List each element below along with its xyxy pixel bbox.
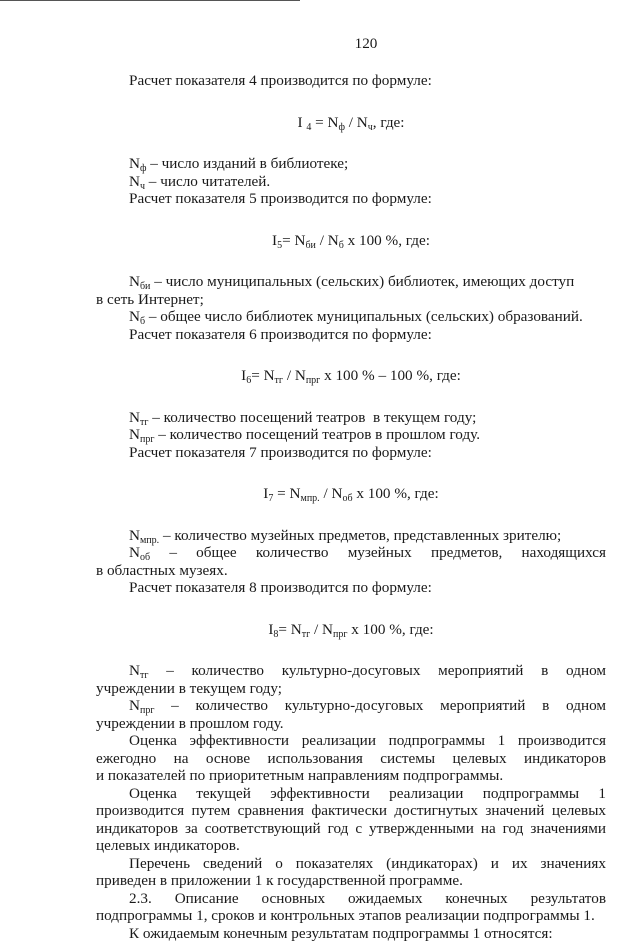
text-line: в сеть Интернет; [96, 290, 204, 308]
text-line: $N_{мпр.}$ – количество музейных предметов, представленных зрителю; [129, 526, 562, 546]
formula-line: $I_5= N_{би} / N_б$ х 100 %, где: [272, 231, 430, 251]
text-line: $N_ч$ – число читателей. [129, 172, 271, 192]
text-line: учреждении в прошлом году. [96, 714, 284, 732]
text-line: К ожидаемым конечным результатам подпрограммы 1 относятся: [129, 924, 553, 942]
formula-line: $I_6= N_{тг} / N_{прг}$ х 100 % – 100 %, где: [241, 367, 461, 387]
text-line: Расчет показателя 4 производится по формуле: [129, 72, 432, 90]
text-line: $N_ф$ – число изданий в библиотеке; [129, 155, 349, 175]
text-line: Расчет показателя 6 производится по формуле: [129, 325, 432, 343]
text-line: Расчет показателя 5 производится по формуле: [129, 190, 432, 208]
text-line: $N_{тг}$ – количество культурно-досуговых мероприятий в одном [129, 662, 606, 682]
text-line: подпрограммы 1, сроков и контрольных этапов реализации подпрограммы 1. [96, 907, 595, 925]
spacer [96, 598, 606, 622]
text-line: Расчет показателя 7 производится по формуле: [129, 443, 432, 461]
text-line: Перечень сведений о показателях (индикаторах) и их значениях [129, 854, 606, 872]
text-line: Расчет показателя 8 производится по формуле: [129, 579, 432, 597]
text-line: и показателей по приоритетным направлениям подпрограммы. [96, 767, 504, 785]
spacer [96, 250, 606, 274]
text-line: приведен в приложении 1 к государственной программе. [96, 872, 463, 890]
document-body [96, 73, 606, 943]
spacer [96, 91, 606, 115]
spacer [96, 639, 606, 663]
formula-line: I $_4 = N_ф / N_ч$, где: [297, 113, 405, 133]
spacer [96, 344, 606, 368]
text-line: целевых индикаторов. [96, 837, 240, 855]
text-line: 2.3. Описание основных ожидаемых конечных результатов [129, 889, 606, 907]
page-number: 120 [354, 35, 378, 52]
text-line: Оценка текущей эффективности реализации подпрограммы 1 [129, 784, 606, 802]
text-line: ежегодно на основе использования системы целевых индикаторов [96, 749, 606, 767]
text-line: Оценка эффективности реализации подпрограммы 1 производится [129, 732, 606, 750]
top-border-line [0, 0, 300, 1]
spacer [96, 462, 606, 486]
text-line: $N_{прг}$ – количество культурно-досуговых мероприятий в одном [129, 697, 606, 717]
text-line: учреждении в текущем году; [96, 679, 283, 697]
document-page [96, 36, 606, 943]
text-line: $N_{прг}$ – количество посещений театров в прошлом году. [129, 426, 481, 446]
spacer [96, 209, 606, 233]
spacer [96, 386, 606, 410]
formula-line: $I_7 = N_{мпр.} / N_{об}$ х 100 %, где: [263, 485, 439, 505]
spacer [96, 132, 606, 156]
text-line: $N_{тг}$ – количество посещений театров в текущем году; [129, 408, 477, 428]
text-line: $N_б$ – общее число библиотек муниципальных (сельских) образований. [129, 308, 583, 328]
text-line: индикаторов за соответствующий год с утвержденными на год значениями [96, 819, 606, 837]
text-line: производится путем сравнения фактически достигнутых значений целевых [96, 802, 606, 820]
text-line: в областных музеях. [96, 561, 228, 579]
text-line: $N_{об}$ – общее количество музейных предметов, находящихся [129, 544, 606, 564]
spacer [96, 504, 606, 528]
text-line: $N_{би}$ – число муниципальных (сельских) библиотек, имеющих доступ [129, 273, 575, 293]
formula-line: $I_8= N_{тг} / N_{прг}$ х 100 %, где: [268, 620, 434, 640]
